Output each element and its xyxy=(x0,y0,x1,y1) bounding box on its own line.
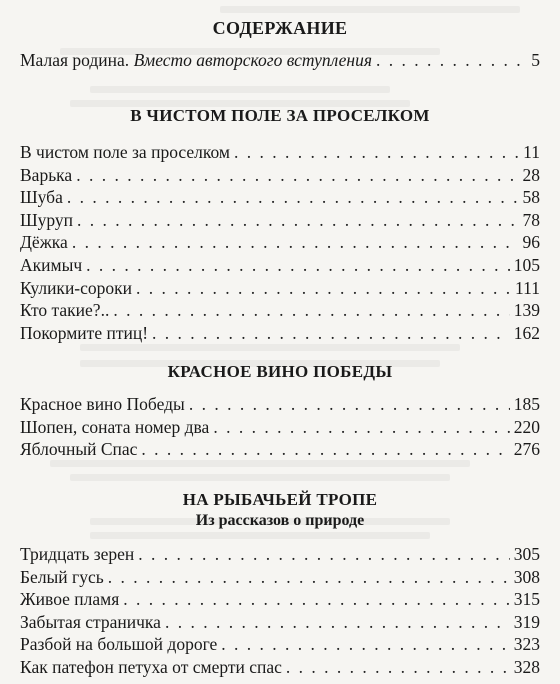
dot-leader xyxy=(138,543,509,566)
dot-leader xyxy=(221,633,509,656)
entry-title-plain: Малая родина. xyxy=(20,50,134,70)
section-heading: НА РЫБАЧЬЕЙ ТРОПЕ xyxy=(182,490,378,509)
toc-entry[interactable] xyxy=(20,231,540,254)
dot-leader xyxy=(286,656,510,679)
toc-entry[interactable] xyxy=(20,254,540,277)
entry-title: Шуба xyxy=(20,187,63,208)
dot-leader xyxy=(189,393,510,416)
entry-page-number: 78 xyxy=(522,209,540,230)
entry-title: Яблочный Спас xyxy=(20,439,138,460)
entry-title xyxy=(20,49,372,72)
dot-leader xyxy=(141,438,509,461)
toc-entry[interactable] xyxy=(20,438,540,461)
entry-page-number: 315 xyxy=(513,589,540,610)
entry-title: В чистом поле за проселком xyxy=(20,142,230,162)
entry-title: Живое пламя xyxy=(20,589,120,610)
toc-entry[interactable] xyxy=(20,566,540,589)
dot-leader xyxy=(136,277,511,300)
entry-page-number: 328 xyxy=(513,656,540,677)
entry-page-number: 276 xyxy=(513,439,540,460)
toc-entry[interactable] xyxy=(20,633,540,656)
entry-title: Забытая страничка xyxy=(20,611,161,632)
page-title: СОДЕРЖАНИЕ xyxy=(212,18,348,38)
dot-leader xyxy=(113,299,509,322)
entry-title: Белый гусь xyxy=(20,566,104,587)
entry-page-number: 308 xyxy=(513,566,540,587)
entry-title: Разбой на большой дороге xyxy=(20,634,218,655)
entry-title: Красное вино Победы xyxy=(20,394,185,414)
entry-title: Тридцать зерен xyxy=(20,544,135,564)
toc-entry[interactable] xyxy=(20,141,540,164)
toc-entry[interactable] xyxy=(20,49,540,72)
toc-header xyxy=(20,18,540,39)
toc-entry[interactable] xyxy=(20,209,540,232)
entry-title: Кто такие?.. xyxy=(20,300,110,321)
entry-page-number: 220 xyxy=(513,416,540,437)
entry-title: Дёжка xyxy=(20,232,68,253)
entry-title: Кулики-сороки xyxy=(20,277,133,298)
dot-leader xyxy=(76,164,518,187)
section-krasnoe-vino-entries xyxy=(20,393,540,461)
dot-leader xyxy=(72,231,519,254)
dot-leader xyxy=(165,611,510,634)
section-na-rybachey-trope xyxy=(20,490,540,530)
toc-entry[interactable] xyxy=(20,393,540,416)
toc-entry[interactable] xyxy=(20,299,540,322)
toc-entry[interactable] xyxy=(20,277,540,300)
dot-leader xyxy=(86,254,510,277)
dot-leader xyxy=(67,186,519,209)
section-subheading: Из рассказов о природе xyxy=(195,512,365,529)
entry-page-number: 28 xyxy=(522,164,540,185)
section-na-rybachey-trope-entries xyxy=(20,543,540,679)
dot-leader xyxy=(152,322,510,345)
entry-page-number: 96 xyxy=(522,232,540,253)
entry-page-number: 319 xyxy=(513,611,540,632)
toc-entry[interactable] xyxy=(20,588,540,611)
entry-title: Акимыч xyxy=(20,254,83,275)
entry-page-number: 5 xyxy=(531,50,540,70)
toc-entry[interactable] xyxy=(20,186,540,209)
section-krasnoe-vino xyxy=(20,362,540,382)
toc-entry[interactable] xyxy=(20,164,540,187)
dot-leader xyxy=(77,209,518,232)
entry-title: Варька xyxy=(20,164,73,185)
entry-page-number: 58 xyxy=(522,187,540,208)
section-heading: В ЧИСТОМ ПОЛЕ ЗА ПРОСЕЛКОМ xyxy=(130,106,430,125)
dot-leader xyxy=(234,141,519,164)
entry-page-number: 111 xyxy=(515,277,540,298)
entry-page-number: 323 xyxy=(513,634,540,655)
toc-entry[interactable] xyxy=(20,322,540,345)
intro-entry xyxy=(20,49,540,72)
entry-page-number: 305 xyxy=(513,544,540,564)
entry-page-number: 139 xyxy=(513,300,540,321)
entry-title-italic: Вместо авторского вступления xyxy=(133,50,372,70)
entry-title: Шуруп xyxy=(20,209,74,230)
toc-entry[interactable] xyxy=(20,656,540,679)
entry-page-number: 105 xyxy=(513,254,540,275)
dot-leader xyxy=(123,588,509,611)
entry-title: Как патефон петуха от смерти спас xyxy=(20,656,282,677)
toc-entry[interactable] xyxy=(20,611,540,634)
dot-leader xyxy=(108,566,510,589)
dot-leader xyxy=(213,416,509,439)
dot-leader xyxy=(376,49,527,72)
section-heading: КРАСНОЕ ВИНО ПОБЕДЫ xyxy=(167,362,393,381)
toc-entry[interactable] xyxy=(20,543,540,566)
entry-title: Шопен, соната номер два xyxy=(20,416,210,437)
toc-entry[interactable] xyxy=(20,416,540,439)
section-v-chistom-pole-entries xyxy=(20,141,540,344)
entry-page-number: 162 xyxy=(513,322,540,343)
entry-page-number: 11 xyxy=(523,142,540,162)
entry-title: Покормите птиц! xyxy=(20,322,149,343)
section-v-chistom-pole xyxy=(20,106,540,126)
entry-page-number: 185 xyxy=(513,394,540,414)
